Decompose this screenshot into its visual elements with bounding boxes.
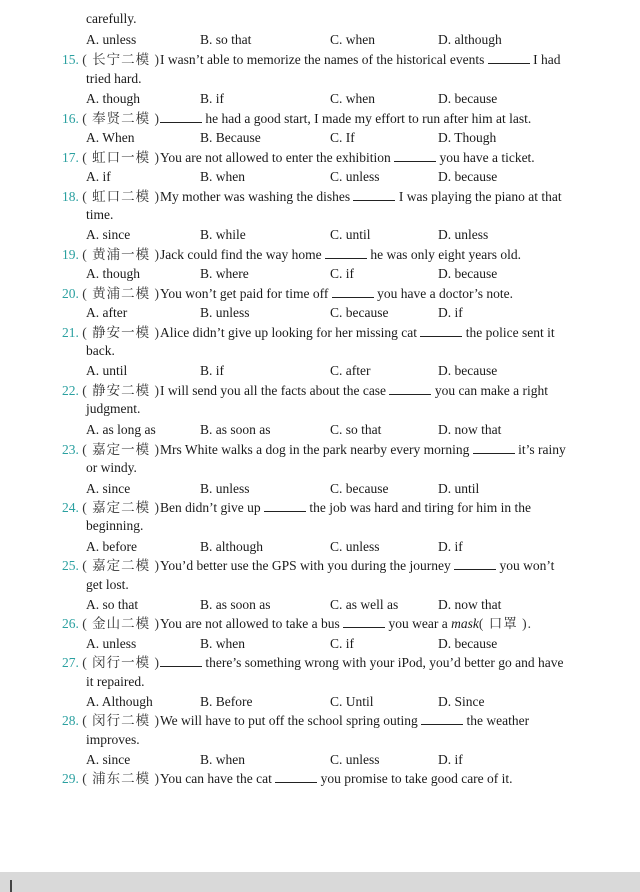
question-text-2: you won’t [499,558,555,573]
question-text-2: he was only eight years old. [370,247,522,262]
option-b[interactable]: B. when [200,169,245,184]
question-text-2: the weather [466,713,530,728]
answer-blank[interactable] [353,188,395,201]
question-number: 21. [62,325,79,340]
option-b[interactable]: B. Before [200,694,253,709]
option-c[interactable]: C. as well as [330,597,399,612]
option-d[interactable]: D. Though [438,130,497,145]
option-c[interactable]: C. because [330,481,389,496]
option-a[interactable]: A. unless [86,636,137,651]
option-a[interactable]: A. if [86,169,111,184]
option-d[interactable]: D. although [438,32,502,47]
option-c[interactable]: C. when [330,32,375,47]
option-c[interactable]: C. If [330,130,355,145]
question-text: I wasn’t able to memorize the names of the historical events [160,52,485,67]
answer-blank[interactable] [264,499,306,512]
question-source: ( 金山二模 ) [82,616,160,631]
option-c[interactable]: C. if [330,636,355,651]
option-d[interactable]: D. until [438,481,480,496]
option-b[interactable]: B. as soon as [200,422,271,437]
question-continuation: or windy. [86,460,137,475]
answer-blank[interactable] [420,324,462,337]
question-number: 22. [62,383,79,398]
option-b[interactable]: B. when [200,636,245,651]
question-text-2: I was playing the piano at that [398,189,562,204]
option-c[interactable]: C. when [330,91,375,106]
question-number: 23. [62,442,79,457]
option-d[interactable]: D. Since [438,694,485,709]
answer-blank[interactable] [454,557,496,570]
question-text-2: the police sent it [465,325,555,340]
question-text-2: the job was hard and tiring for him in the [309,500,531,515]
option-c[interactable]: C. because [330,305,389,320]
answer-blank[interactable] [332,285,374,298]
question-number: 18. [62,189,79,204]
option-b[interactable]: B. Because [200,130,261,145]
option-a[interactable]: A. unless [86,32,137,47]
question-continuation: get lost. [86,577,129,592]
question-source: ( 长宁二模 ) [82,52,160,67]
question-source: ( 奉贤二模 ) [82,111,160,126]
question-continuation: back. [86,343,115,358]
option-a[interactable]: A. since [86,227,131,242]
option-c[interactable]: C. Until [330,694,374,709]
option-a[interactable]: A. before [86,539,137,554]
answer-blank[interactable] [160,654,202,667]
question-number: 15. [62,52,79,67]
answer-blank[interactable] [275,770,317,783]
answer-blank[interactable] [394,149,436,162]
option-a[interactable]: A. though [86,266,140,281]
option-b[interactable]: B. so that [200,32,252,47]
question-italic-word: mask [451,616,479,631]
option-b[interactable]: B. unless [200,481,250,496]
question-text: You are not allowed to enter the exhibition [160,150,391,165]
option-c[interactable]: C. if [330,266,355,281]
option-a[interactable]: A. so that [86,597,139,612]
question-text-2: there’s something wrong with your iPod, you’d better go and have [205,655,564,670]
question-source: ( 闵行二模 ) [82,713,160,728]
answer-blank[interactable] [343,615,385,628]
question-source: ( 嘉定一模 ) [82,442,160,457]
question-text-2: you wear a [388,616,448,631]
question-text: Ben didn’t give up [160,500,261,515]
question-number: 19. [62,247,79,262]
question-source: ( 嘉定二模 ) [82,500,160,515]
question-text: Mrs White walks a dog in the park nearby every morning [160,442,470,457]
question-number: 25. [62,558,79,573]
question-gloss: ( 口罩 ). [478,616,532,631]
option-b[interactable]: B. when [200,752,245,767]
question-continuation: tried hard. [86,71,142,86]
option-b[interactable]: B. unless [200,305,250,320]
option-c[interactable]: C. unless [330,169,380,184]
answer-blank[interactable] [160,110,202,123]
option-a[interactable]: A. after [86,305,128,320]
question-text: You won’t get paid for time off [160,286,329,301]
question-text: Alice didn’t give up looking for her missing cat [160,325,417,340]
option-d[interactable]: D. because [438,266,498,281]
question-text: Jack could find the way home [160,247,322,262]
option-a[interactable]: A. until [86,363,128,378]
option-a[interactable]: A. though [86,91,140,106]
answer-blank[interactable] [473,441,515,454]
option-b[interactable]: B. if [200,91,225,106]
answer-blank[interactable] [325,246,367,259]
option-c[interactable]: C. after [330,363,371,378]
question-source: ( 浦东二模 ) [82,771,160,786]
option-a[interactable]: A. Although [86,694,153,709]
option-d[interactable]: D. because [438,636,498,651]
answer-blank[interactable] [421,712,463,725]
question-text: You can have the cat [160,771,272,786]
question-continuation: judgment. [86,401,141,416]
question-number: 24. [62,500,79,515]
option-d[interactable]: D. because [438,91,498,106]
question-source: ( 虹口一模 ) [82,150,160,165]
question-source: ( 虹口二模 ) [82,189,160,204]
option-b[interactable]: B. if [200,363,225,378]
option-d[interactable]: D. now that [438,422,502,437]
answer-blank[interactable] [389,382,431,395]
option-d[interactable]: D. if [438,305,463,320]
question-text-2: you promise to take good care of it. [320,771,513,786]
option-d[interactable]: D. unless [438,227,489,242]
question-number: 20. [62,286,79,301]
question-text: You are not allowed to take a bus [160,616,340,631]
answer-blank[interactable] [488,51,530,64]
question-continuation: beginning. [86,518,144,533]
question-source: ( 闵行一模 ) [82,655,160,670]
question-number: 27. [62,655,79,670]
question-text-2: it’s rainy [518,442,566,457]
question-continuation: improves. [86,732,140,747]
question-number: 26. [62,616,79,631]
question-text-2: he had a good start, I made my effort to run after him at last. [205,111,532,126]
page-edge-mark [10,880,12,892]
continuation-text: carefully. [86,11,137,26]
question-number: 16. [62,111,79,126]
option-b[interactable]: B. although [200,539,263,554]
question-source: ( 黄浦二模 ) [82,286,160,301]
question-continuation: it repaired. [86,674,145,689]
question-text: We will have to put off the school spring outing [160,713,418,728]
question-text-2: I had [533,52,561,67]
question-text: My mother was washing the dishes [160,189,351,204]
question-source: ( 黄浦一模 ) [82,247,160,262]
page-bottom-bar [0,872,640,892]
question-text-2: you have a ticket. [439,150,535,165]
question-text: You’d better use the GPS with you during the journey [160,558,451,573]
question-source: ( 静安二模 ) [82,383,160,398]
option-d[interactable]: D. because [438,363,498,378]
option-d[interactable]: D. if [438,752,463,767]
option-b[interactable]: B. where [200,266,249,281]
option-b[interactable]: B. as soon as [200,597,271,612]
question-number: 17. [62,150,79,165]
option-a[interactable]: A. since [86,481,131,496]
option-a[interactable]: A. as long as [86,422,156,437]
question-number: 29. [62,771,79,786]
option-c[interactable]: C. unless [330,539,380,554]
question-continuation: time. [86,207,114,222]
option-b[interactable]: B. while [200,227,246,242]
question-source: ( 静安一模 ) [82,325,160,340]
option-c[interactable]: C. so that [330,422,382,437]
option-c[interactable]: C. until [330,227,371,242]
option-a[interactable]: A. since [86,752,131,767]
question-source: ( 嘉定二模 ) [82,558,160,573]
option-d[interactable]: D. because [438,169,498,184]
question-text-2: you have a doctor’s note. [377,286,513,301]
question-number: 28. [62,713,79,728]
option-d[interactable]: D. if [438,539,463,554]
option-d[interactable]: D. now that [438,597,502,612]
question-text-2: you can make a right [434,383,549,398]
option-a[interactable]: A. When [86,130,135,145]
question-text: I will send you all the facts about the case [160,383,387,398]
option-c[interactable]: C. unless [330,752,380,767]
